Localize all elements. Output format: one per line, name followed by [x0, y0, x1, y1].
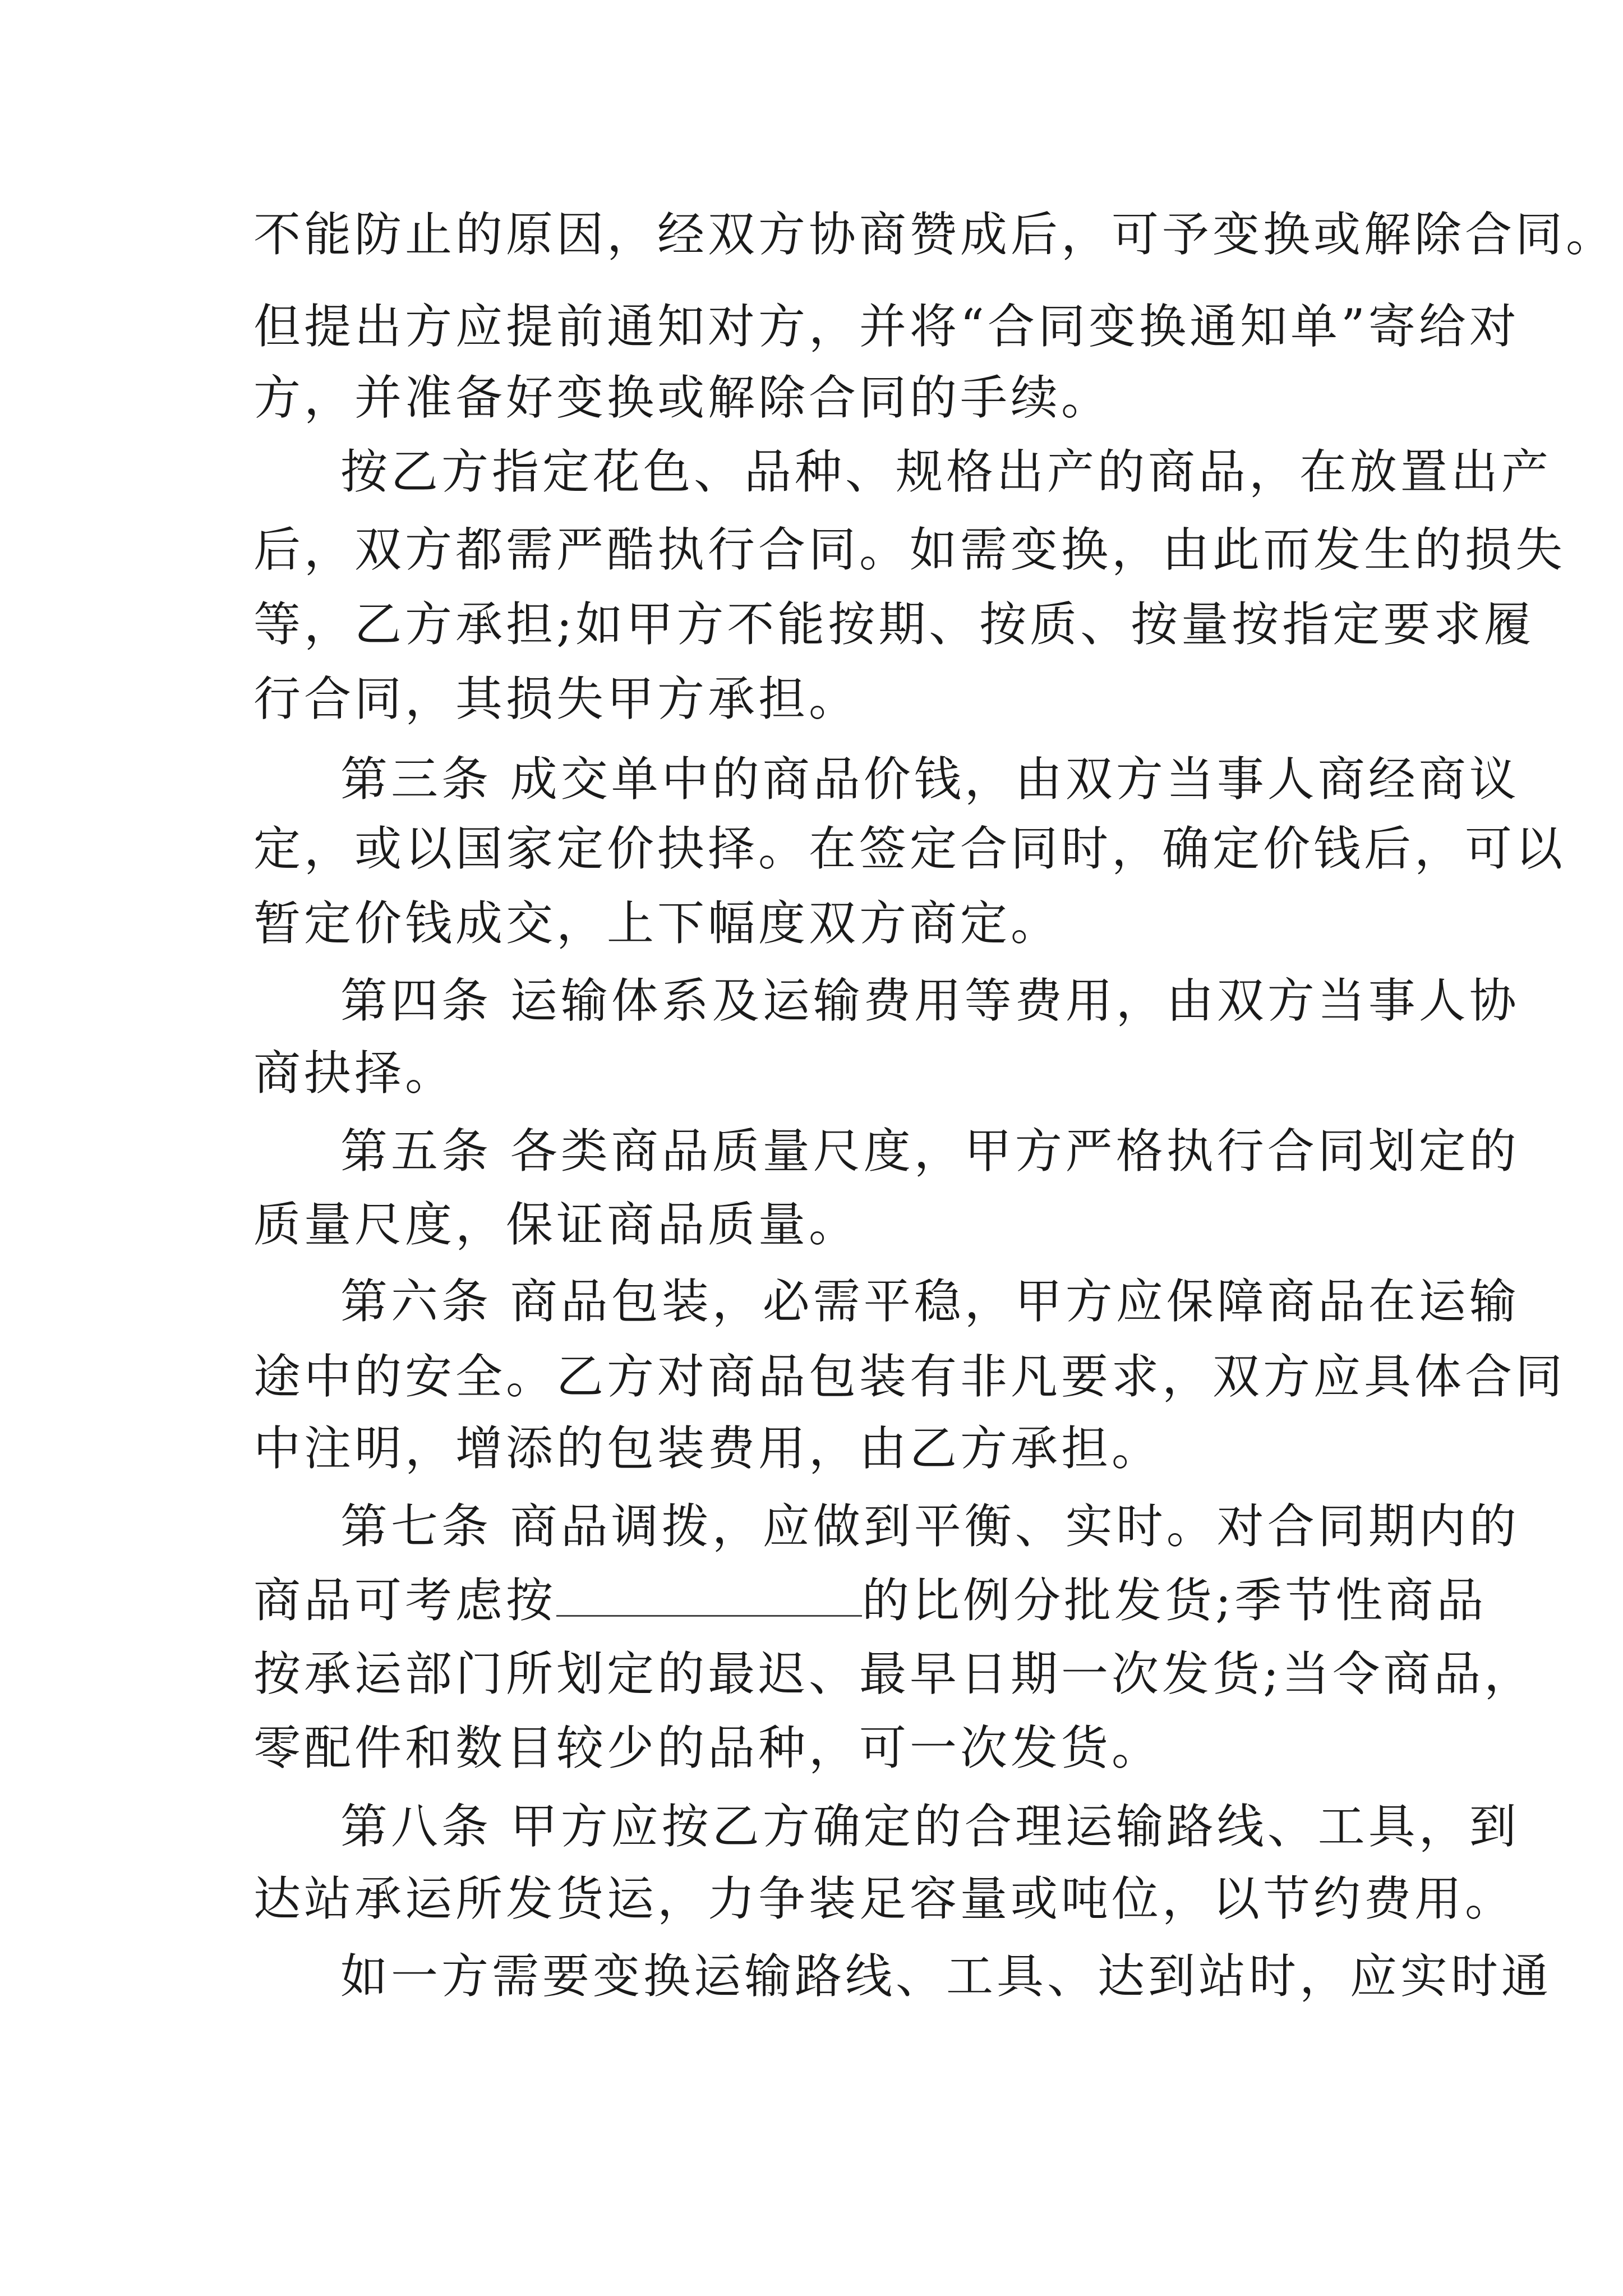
- text-line: 商抉择。: [253, 1046, 456, 1101]
- text-line: 方，并准备好变换或解除合同的手续。: [253, 370, 1112, 425]
- text-line: 按承运部门所划定的最迟、最早日期一次发货;当令商品，: [253, 1646, 1535, 1701]
- text-segment: 的比例分批发货;季节性商品: [862, 1573, 1487, 1628]
- paragraph-start-line: 如一方需要变换运输路线、工具、达到站时，应实时通: [340, 1949, 1552, 2004]
- text-line: 达站承运所发货运，力争装足容量或吨位，以节约费用。: [253, 1871, 1516, 1926]
- article-6-line: 第六条 商品包装，必需平稳，甲方应保障商品在运输: [340, 1274, 1520, 1329]
- text-line: 定，或以国家定价抉择。在签定合同时，确定价钱后，可以: [253, 821, 1566, 876]
- text-line: 质量尺度，保证商品质量。: [253, 1197, 860, 1252]
- article-7-line: 第七条 商品调拨，应做到平衡、实时。对合同期内的: [340, 1499, 1520, 1554]
- text-line: 途中的安全。乙方对商品包装有非凡要求，双方应具体合同: [253, 1349, 1566, 1404]
- paragraph-start-line: 按乙方指定花色、品种、规格出产的商品，在放置出产: [340, 444, 1552, 499]
- text-line: 后，双方都需严酷执行合同。如需变换，由此而发生的损失: [253, 522, 1566, 577]
- text-line: 暂定价钱成交，上下幅度双方商定。: [253, 896, 1062, 951]
- text-line: 不能防止的原因，经双方协商赞成后，可予变换或解除合同。: [253, 207, 1617, 262]
- fill-in-blank[interactable]: [556, 1576, 862, 1617]
- text-line: 行合同，其损失甲方承担。: [253, 671, 860, 726]
- article-4-line: 第四条 运输体系及运输费用等费用，由双方当事人协: [340, 973, 1520, 1028]
- article-5-line: 第五条 各类商品质量尺度，甲方严格执行合同划定的: [340, 1124, 1520, 1179]
- text-line: 等，乙方承担;如甲方不能按期、按质、按量按指定要求履: [253, 597, 1535, 652]
- text-segment: 商品可考虑按: [253, 1573, 557, 1628]
- article-3-line: 第三条 成交单中的商品价钱，由双方当事人商经商议: [340, 752, 1520, 807]
- text-line: 零配件和数目较少的品种，可一次发货。: [253, 1720, 1163, 1775]
- text-line: 中注明，增添的包装费用，由乙方承担。: [253, 1421, 1163, 1476]
- text-line: 但提出方应提前通知对方，并将“合同变换通知单”寄给对: [253, 299, 1520, 354]
- text-line-with-blank: [253, 1572, 1487, 1628]
- article-8-line: 第八条 甲方应按乙方确定的合理运输路线、工具，到: [340, 1799, 1520, 1854]
